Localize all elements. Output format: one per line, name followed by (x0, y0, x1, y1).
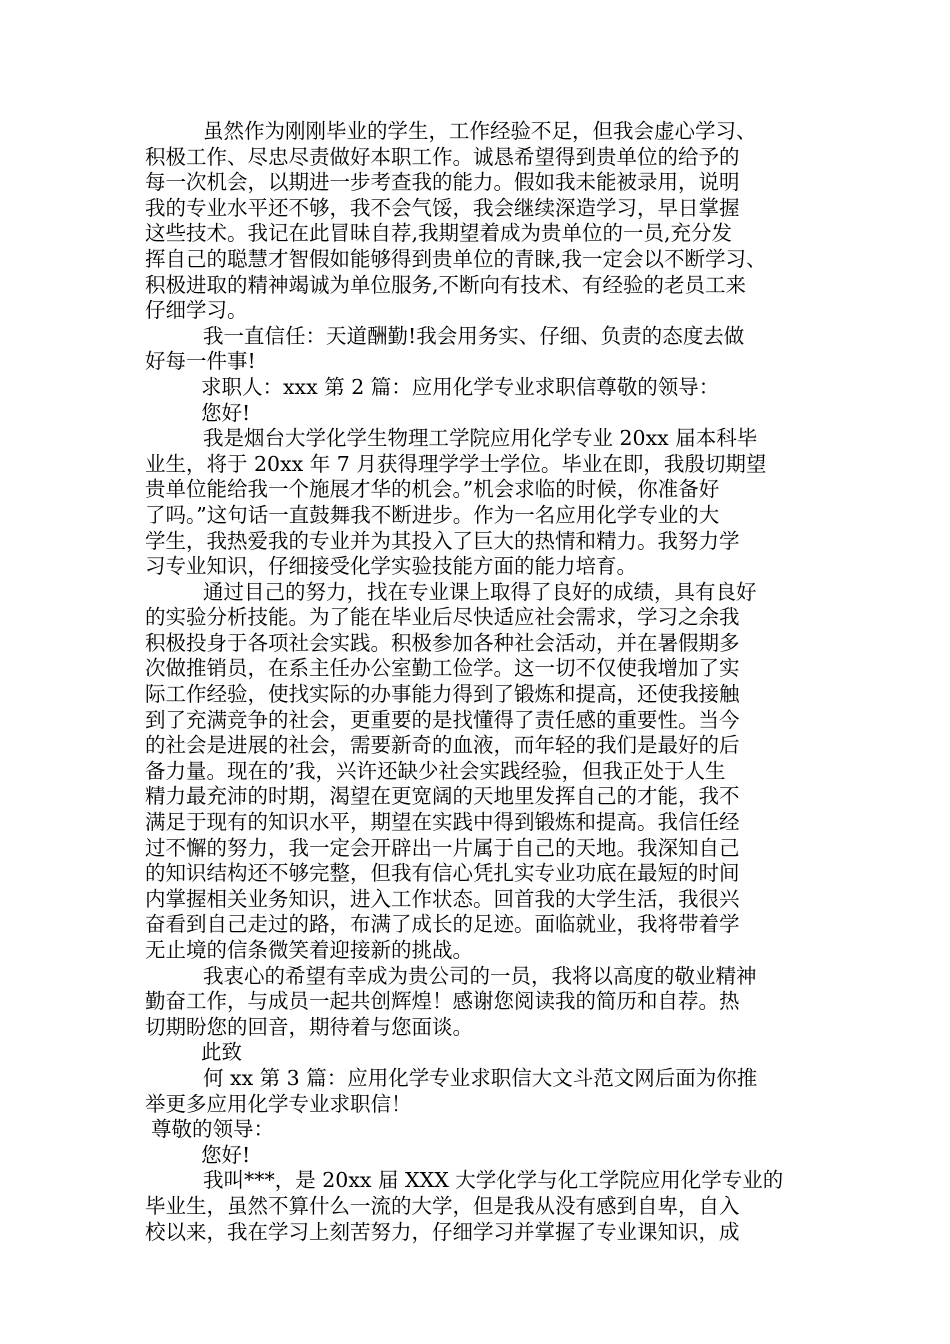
text-line: 精力最充沛的时期，渴望在更宽阔的天地里发挥自己的才能，我不 (145, 784, 740, 809)
text-line: 满足于现有的知识水平，期望在实践中得到锻炼和提高。我信任经 (145, 810, 740, 835)
text-line: 我叫***，是 20xx 届 XXX 大学化学与化工学院应用化学专业的 (203, 1168, 784, 1193)
text-line: 挥自己的聪慧才智假如能够得到贵单位的青睐,我一定会以不断学习、 (145, 246, 767, 271)
text-line: 了吗。”这句话一直鼓舞我不断进步。作为一名应用化学专业的大 (145, 502, 720, 527)
text-line: 您好! (201, 1142, 251, 1167)
text-line: 尊敬的领导： (151, 1117, 274, 1142)
text-line: 积极进取的精神竭诚为单位服务,不断向有技术、有经验的老员工来 (145, 272, 747, 297)
text-line: 此致 (201, 1040, 242, 1065)
text-line: 切期盼您的回音，期待着与您面谈。 (145, 1014, 473, 1039)
text-line: 我一直信任：天道酬勤!我会用务实、仔细、负责的态度去做 (203, 323, 745, 348)
text-line: 求职人：xxx 第 2 篇：应用化学专业求职信尊敬的领导： (201, 374, 720, 399)
text-line: 勤奋工作，与成员一起共创辉煌！感谢您阅读我的简历和自荐。热 (145, 989, 740, 1014)
text-line: 仔细学习。 (145, 298, 248, 323)
text-line: 校以来，我在学习上刻苦努力，仔细学习并掌握了专业课知识，成 (145, 1219, 740, 1244)
text-line: 业生，将于 20xx 年 7 月获得理学学士学位。毕业在即，我殷切期望 (145, 451, 767, 476)
text-line: 我衷心的希望有幸成为贵公司的一员，我将以高度的敬业精神 (203, 963, 757, 988)
document-body (145, 119, 825, 1245)
text-line: 贵单位能给我一个施展才华的机会。”机会求临的时候，你准备好 (145, 477, 720, 502)
text-line: 举更多应用化学专业求职信！ (145, 1091, 412, 1116)
text-line: 无止境的信条微笑着迎接新的挑战。 (145, 938, 473, 962)
text-line: 每一次机会，以期进一步考查我的能力。假如我未能被录用，说明 (145, 170, 740, 195)
text-line: 的实验分析技能。为了能在毕业后尽快适应社会需求，学习之余我 (145, 605, 740, 630)
text-line: 习专业知识，仔细接受化学实验技能方面的能力培育。 (145, 554, 637, 579)
text-line: 备力量。现在的’我，兴许还缺少社会实践经验，但我正处于人生 (145, 758, 726, 783)
text-line: 这些技术。我记在此冒昧自荐,我期望着成为贵单位的一员,充分发 (145, 221, 733, 246)
text-line: 虽然作为刚刚毕业的学生，工作经验不足，但我会虚心学习、 (203, 119, 757, 143)
text-line: 我的专业水平还不够，我不会气馁，我会继续深造学习，早日掌握 (145, 195, 740, 220)
text-line: 通过目己的努力，找在专业课上取得了良好的成绩，具有良好 (203, 579, 757, 604)
text-line: 内掌握相关业务知识，进入工作状态。回首我的大学生活，我很兴 (145, 886, 740, 911)
text-line: 过不懈的努力，我一定会开辟出一片属于自己的天地。我深知自己 (145, 835, 740, 860)
text-line: 的社会是进展的社会，需要新奇的血液，而年轻的我们是最好的后 (145, 733, 740, 758)
text-line: 到了充满竞争的社会，更重要的是找懂得了责任感的重要性。当今 (145, 707, 740, 732)
text-line: 的知识结构还不够完整，但我有信心凭扎实专业功底在最短的时间 (145, 861, 740, 886)
text-line: 奋看到自己走过的路，布满了成长的足迹。面临就业，我将带着学 (145, 912, 740, 937)
text-line: 毕业生，虽然不算什么一流的大学，但是我从没有感到自卑，自入 (145, 1193, 740, 1218)
text-line: 次做推销员，在系主任办公室勤工俭学。这一切不仅使我增加了实 (145, 656, 740, 681)
text-line: 际工作经验，使找实际的办事能力得到了锻炼和提高，还使我接触 (145, 682, 740, 707)
text-line: 我是烟台大学化学生物理工学院应用化学专业 20xx 届本科毕 (203, 426, 758, 451)
text-line: 学生，我热爱我的专业并为其投入了巨大的热情和精力。我努力学 (145, 528, 740, 553)
text-line: 何 xx 第 3 篇：应用化学专业求职信大文斗范文网后面为你推 (203, 1065, 758, 1090)
text-line: 积极投身于各项社会实践。积极参加各种社会活动，并在暑假期多 (145, 630, 740, 655)
text-line: 您好! (201, 400, 251, 425)
text-line: 好每一件事! (145, 349, 256, 374)
text-line: 积极工作、尽忠尽责做好本职工作。诚恳希望得到贵单位的给予的 (145, 144, 740, 169)
